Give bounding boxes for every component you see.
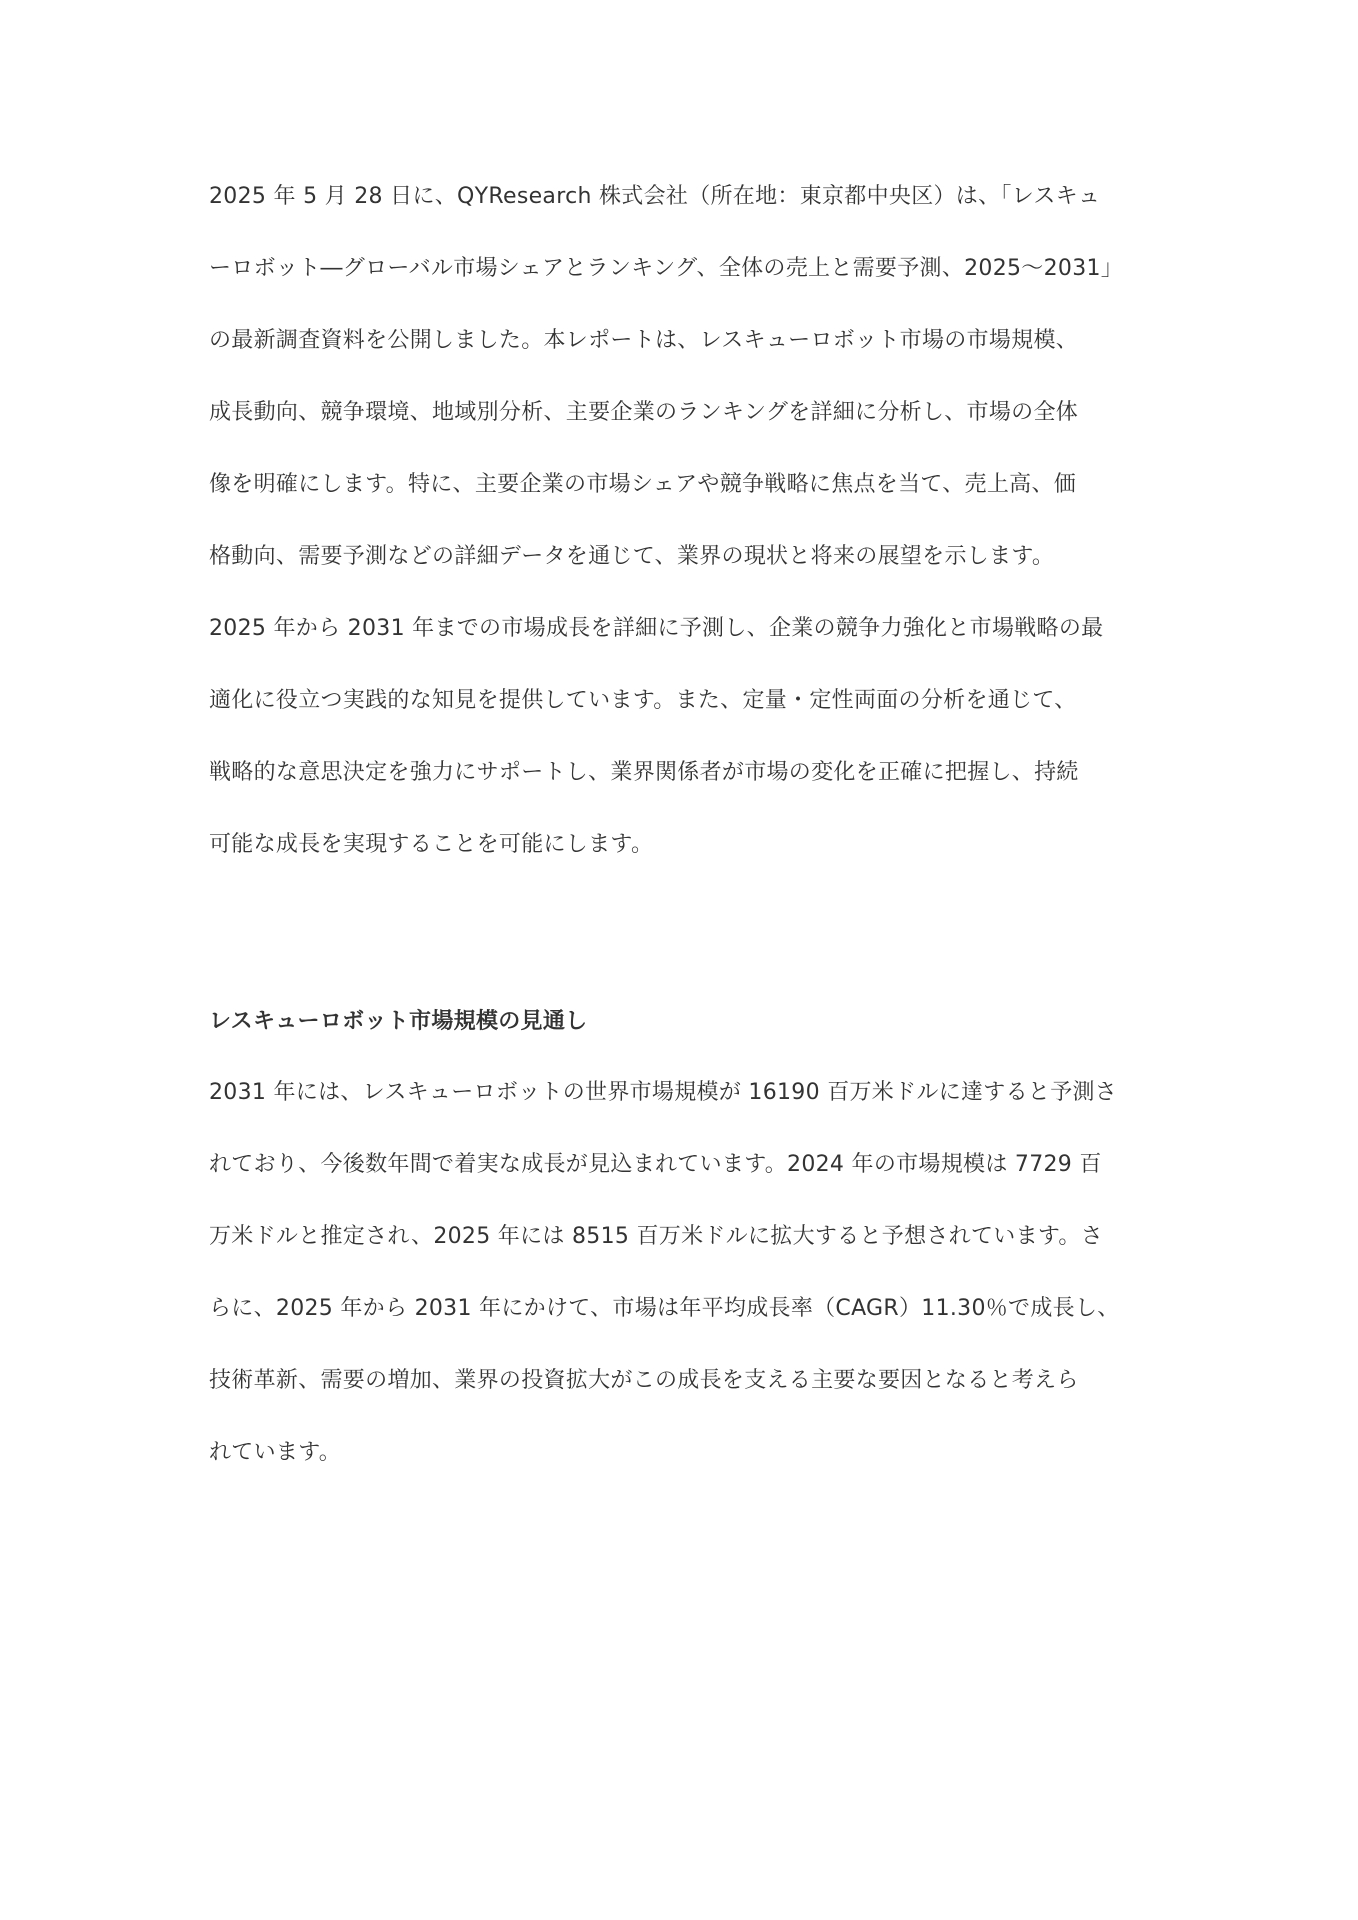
paragraph-line: 成長動向、競争環境、地域別分析、主要企業のランキングを詳細に分析し、市場の全体 xyxy=(209,400,1079,425)
paragraph-line: 格動向、需要予測などの詳細データを通じて、業界の現状と将来の展望を示します。 xyxy=(209,544,1055,569)
paragraph-line: れています。 xyxy=(209,1440,342,1465)
paragraph-line: 戦略的な意思決定を強力にサポートし、業界関係者が市場の変化を正確に把握し、持続 xyxy=(209,760,1079,785)
paragraph-line: 2031 年には、レスキューロボットの世界市場規模が 16190 百万米ドルに達すると予測さ xyxy=(209,1080,1118,1105)
paragraph-line: 万米ドルと推定され、2025 年には 8515 百万米ドルに拡大すると予想されています。さ xyxy=(209,1224,1104,1249)
paragraph-line: ーロボット―グローバル市場シェアとランキング、全体の売上と需要予測、2025～2031」 xyxy=(209,256,1124,281)
section-heading: レスキューロボット市場規模の見通し xyxy=(209,1009,588,1034)
paragraph-line: れており、今後数年間で着実な成長が見込まれています。2024 年の市場規模は 7729 百 xyxy=(209,1152,1102,1177)
paragraph-line: の最新調査資料を公開しました。本レポートは、レスキューロボット市場の市場規模、 xyxy=(209,328,1079,353)
paragraph-line: 2025 年 5 月 28 日に、QYResearch 株式会社（所在地：東京都中央区）は、「レスキュ xyxy=(209,184,1101,209)
paragraph-line: 2025 年から 2031 年までの市場成長を詳細に予測し、企業の競争力強化と市場戦略の最 xyxy=(209,616,1104,641)
paragraph-line: 適化に役立つ実践的な知見を提供しています。また、定量・定性両面の分析を通じて、 xyxy=(209,688,1077,713)
paragraph-line: らに、2025 年から 2031 年にかけて、市場は年平均成長率（CAGR）11.30％で成長し、 xyxy=(209,1296,1120,1321)
paragraph-line: 可能な成長を実現することを可能にします。 xyxy=(209,832,654,857)
paragraph-line: 技術革新、需要の増加、業界の投資拡大がこの成長を支える主要な要因となると考えら xyxy=(209,1368,1079,1393)
paragraph-line: 像を明確にします。特に、主要企業の市場シェアや競争戦略に焦点を当て、売上高、価 xyxy=(209,472,1077,497)
